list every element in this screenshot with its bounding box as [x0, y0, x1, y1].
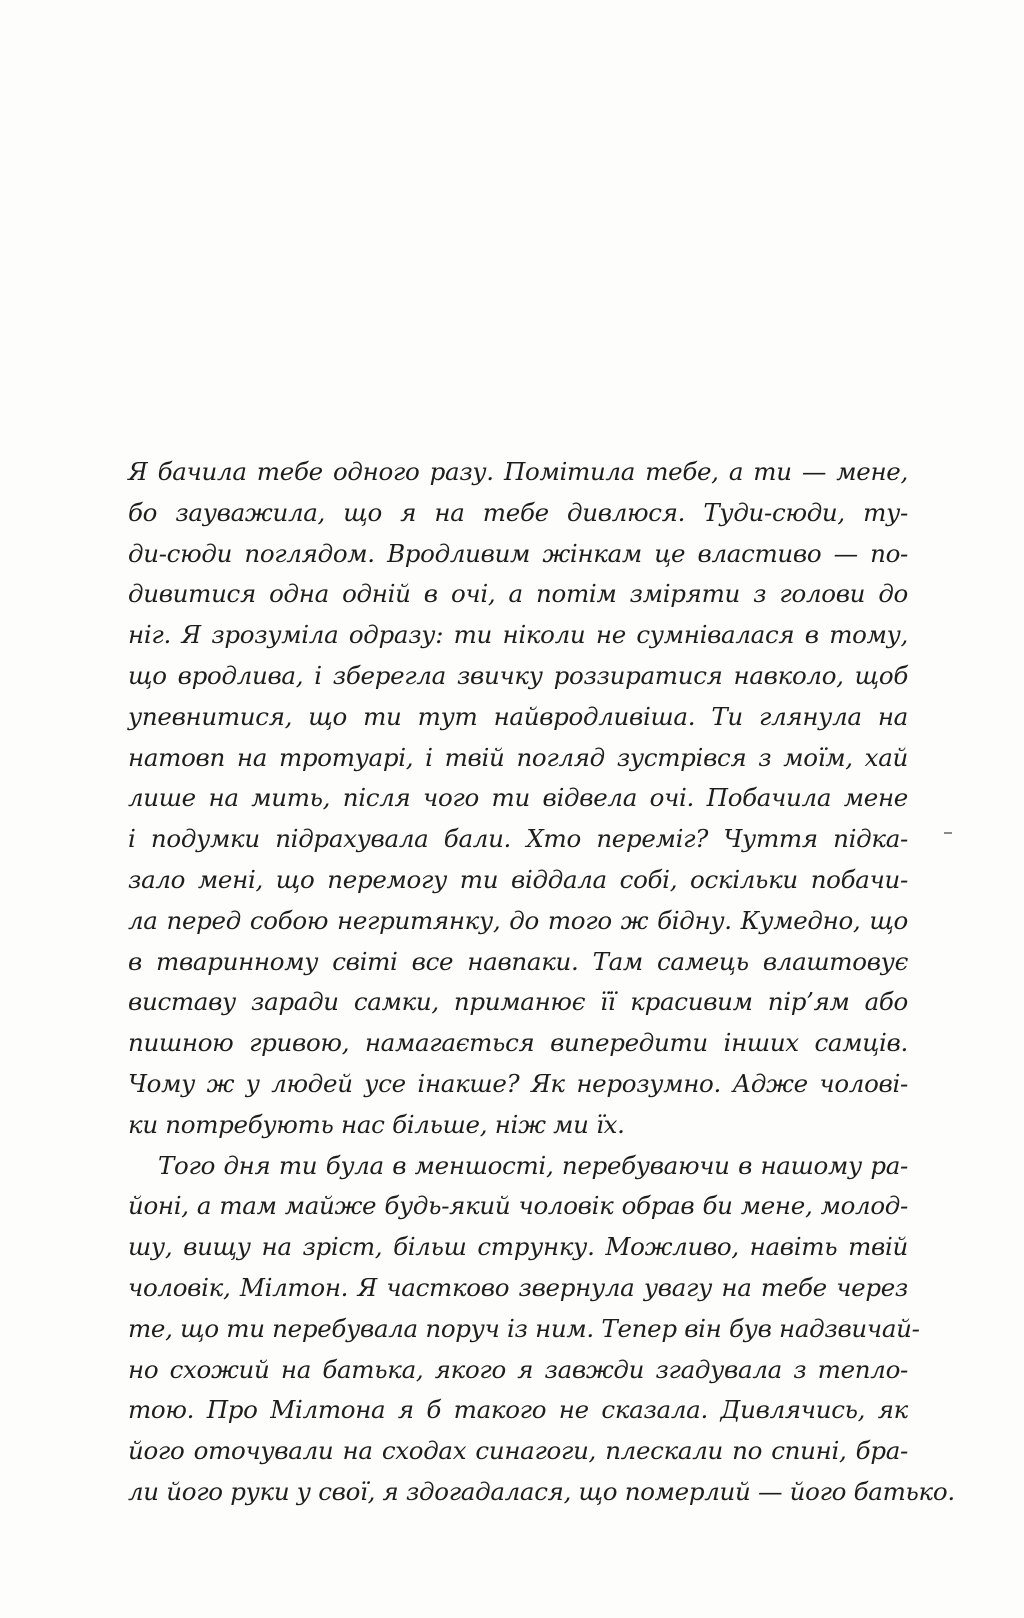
text-line: ли його руки у свої, я здогадалася, що померлий — його батько.	[128, 1476, 955, 1506]
text-line: бо зауважила, що я на тебе дивлюся. Туди-сюди, ту-	[128, 497, 908, 527]
text-line: шу, вищу на зріст, більш струнку. Можливо, навіть твій	[128, 1232, 908, 1262]
text-line: ніг. Я зрозуміла одразу: ти ніколи не сумнівалася в тому,	[128, 620, 908, 650]
text-line: те, що ти перебувала поруч із ним. Тепер він був надзвичай-	[128, 1313, 920, 1343]
paragraph-1	[128, 452, 908, 1146]
text-line: ла перед собою негритянку, до того ж бідну. Кумедно, що	[128, 905, 908, 935]
text-line: що вродлива, і зберегла звичку роззиратися навколо, щоб	[128, 660, 908, 690]
text-line: тою. Про Мілтона я б такого не сказала. Дивлячись, як	[128, 1395, 908, 1425]
page-text	[128, 452, 955, 1513]
text-line: в тваринному світі все навпаки. Там самець влаштовує	[128, 946, 908, 976]
text-line: йоні, а там майже будь-який чоловік обрав би мене, молод-	[128, 1191, 908, 1221]
text-line: Я бачила тебе одного разу. Помітила тебе, а ти — мене,	[128, 457, 908, 486]
text-line: і подумки підрахувала бали. Хто переміг? Чуття підка-	[128, 824, 908, 854]
text-line: ки потребують нас більше, ніж ми їх.	[128, 1109, 625, 1139]
text-line: упевнитися, що ти тут найвродливіша. Ти глянула на	[128, 701, 908, 731]
text-line: зало мені, що перемогу ти віддала собі, оскільки побачи-	[128, 864, 908, 894]
text-line: виставу заради самки, приманює її красивим пір’ям або	[128, 987, 908, 1017]
text-line: його оточували на сходах синагоги, плескали по спині, бра-	[128, 1436, 908, 1466]
text-line: Того дня ти була в меншості, перебуваючи в нашому ра-	[158, 1150, 908, 1180]
text-line: натовп на тротуарі, і твій погляд зустрівся з моїм, хай	[128, 742, 908, 772]
text-line: пишною гривою, намагається випередити інших самців.	[128, 1028, 908, 1058]
text-line: но схожий на батька, якого я завжди згадувала з тепло-	[128, 1354, 908, 1384]
text-line: Чому ж у людей усе інакше? Як нерозумно. Адже чолові-	[128, 1068, 908, 1098]
margin-mark	[944, 832, 952, 834]
paragraph-2	[128, 1146, 955, 1513]
text-line: ди-сюди поглядом. Вродливим жінкам це властиво — по-	[128, 538, 908, 568]
text-line: чоловік, Мілтон. Я частково звернула увагу на тебе через	[128, 1272, 908, 1302]
text-line: лише на мить, після чого ти відвела очі. Побачила мене	[128, 783, 908, 813]
text-line: дивитися одна одній в очі, а потім зміряти з голови до	[128, 579, 908, 609]
